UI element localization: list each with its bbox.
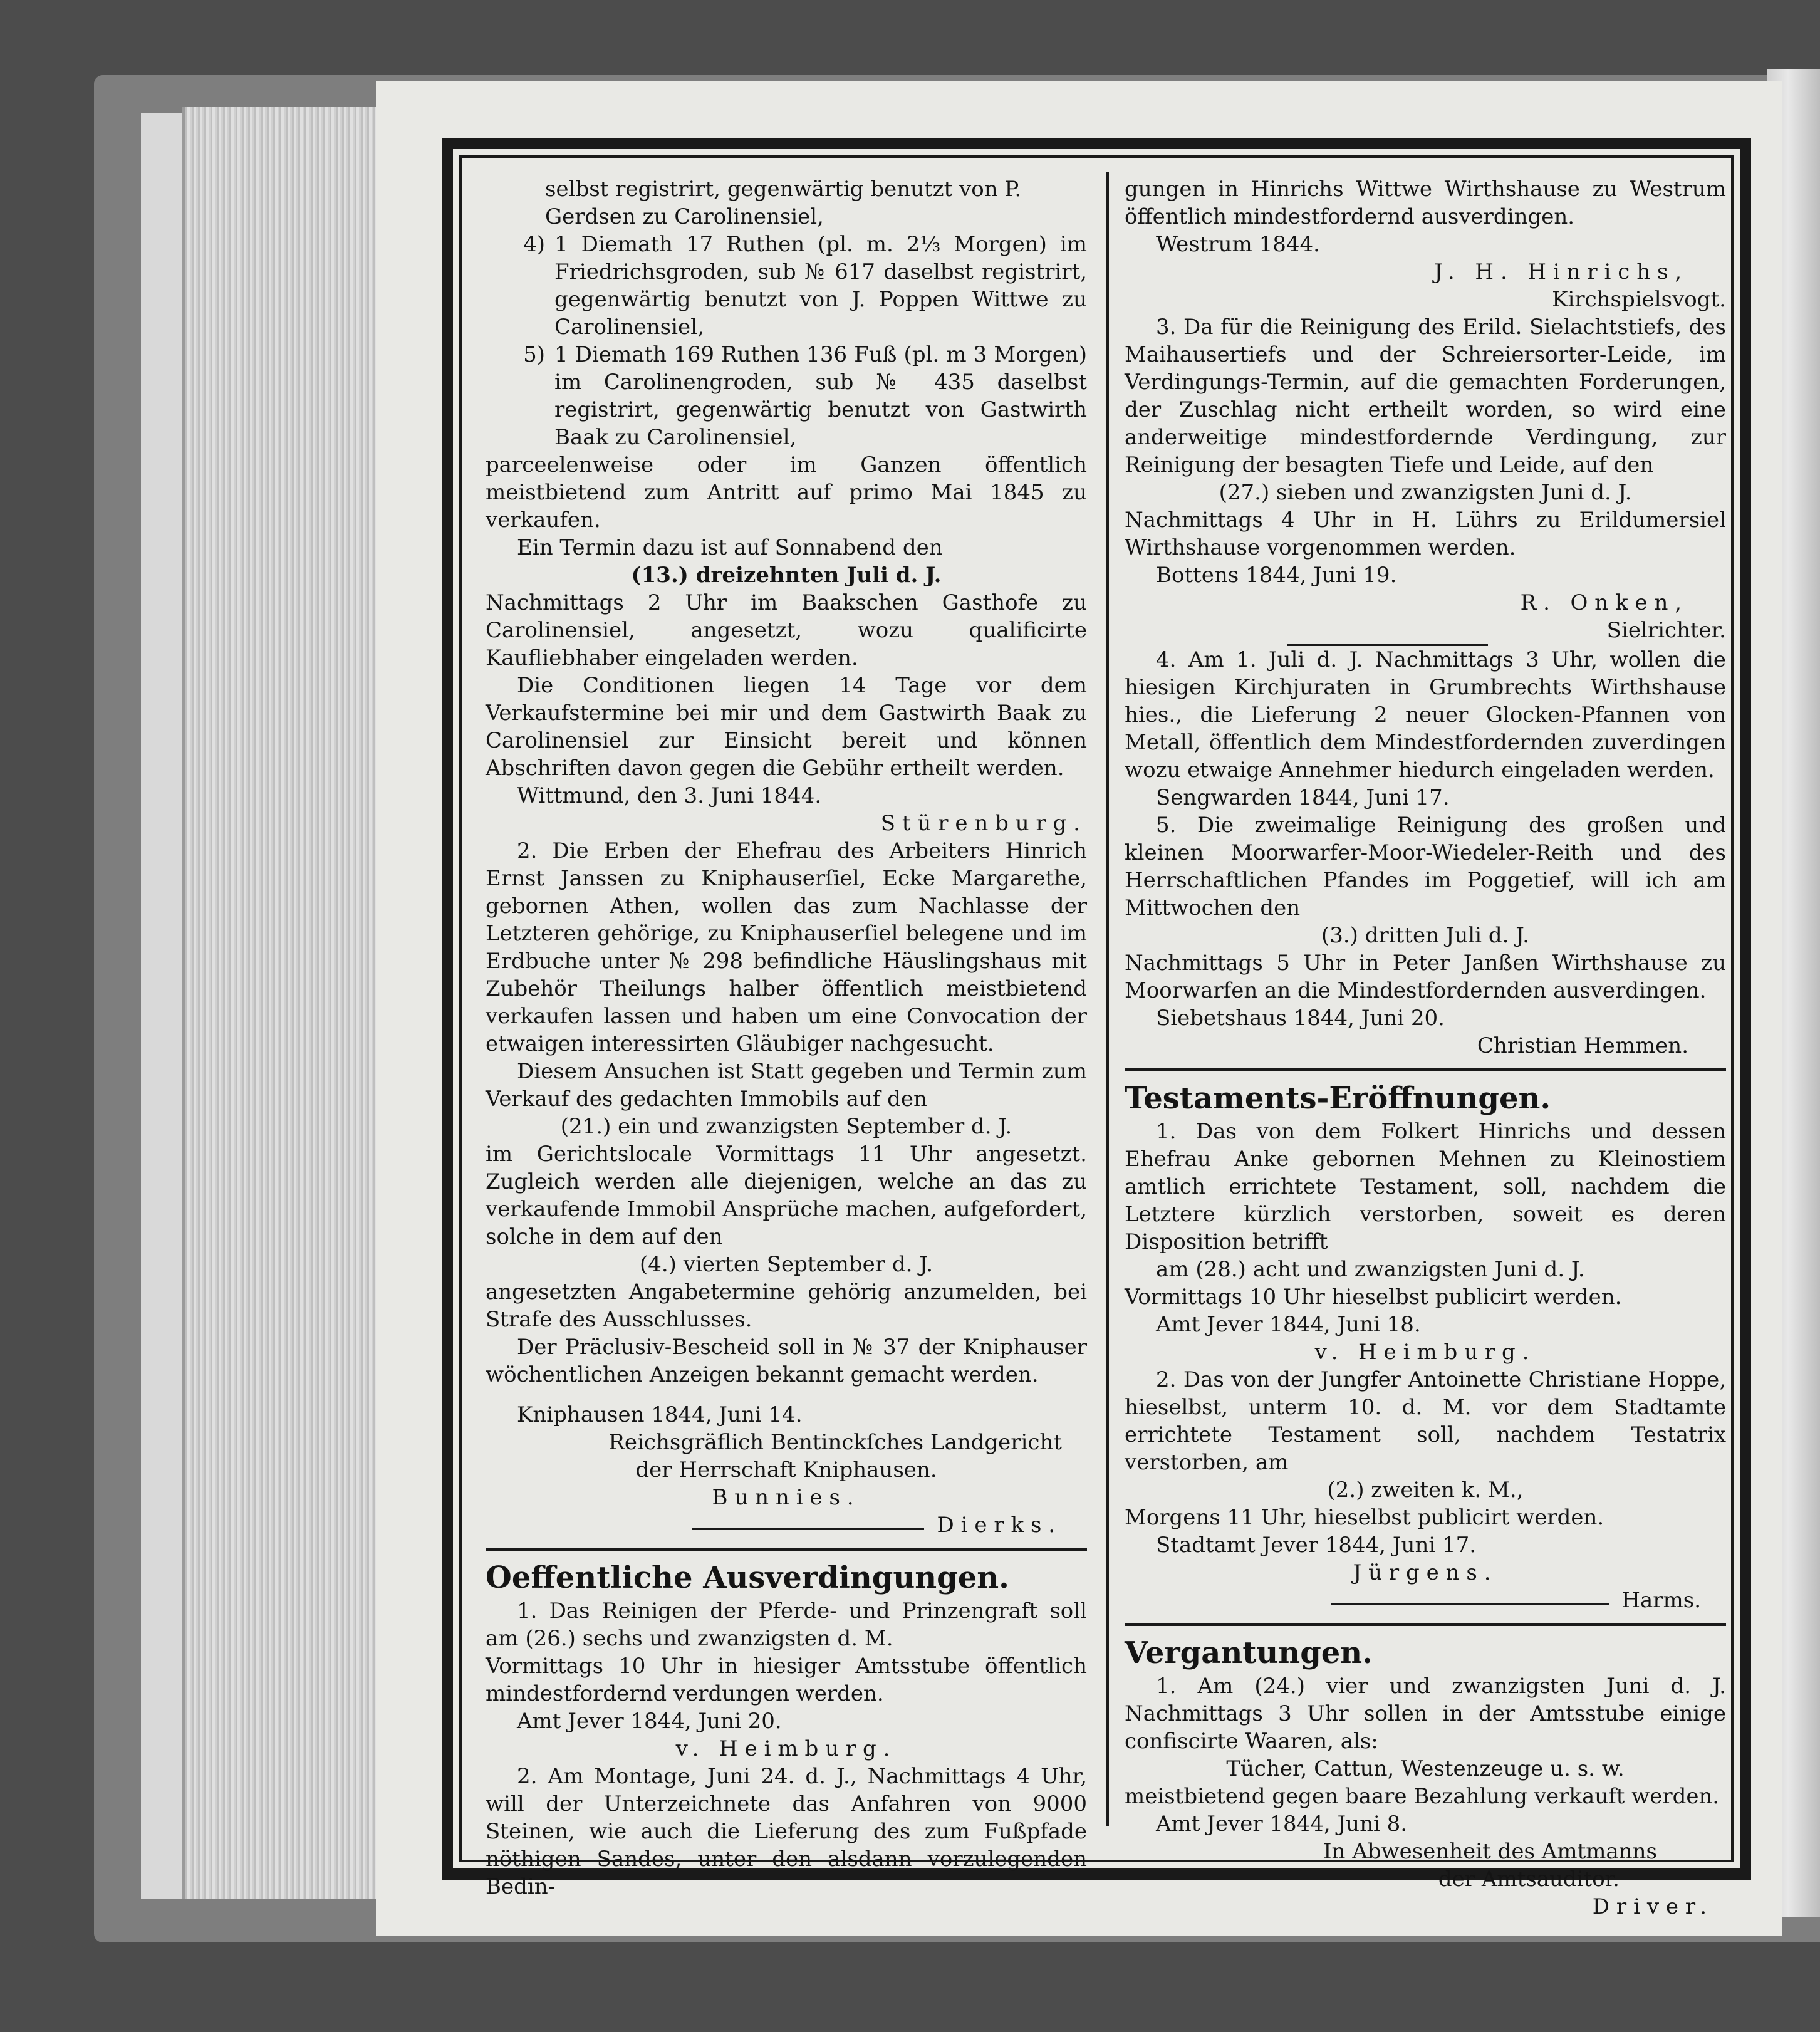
paragraph: im Gerichtslocale Vormittags 11 Uhr angesetzt. Zugleich werden alle diejenigen, welche an das zu verkaufende Immobil Ansprüche machen, aufgefordert, solche in dem auf den <box>486 1142 1087 1249</box>
section-heading: Oeffentliche Ausverdingungen. <box>486 1560 1009 1595</box>
place-date: Siebetshaus 1844, Juni 20. <box>1156 1006 1445 1031</box>
court-name: Reichsgräflich Bentinckſches Landgericht <box>608 1430 1062 1455</box>
place-date: Wittmund, den 3. Juni 1844. <box>517 783 822 808</box>
page-edge-left <box>141 113 182 1899</box>
paragraph: 1. Das Reinigen der Pferde- und Prinzengraft soll am (26.) sechs und zwanzigsten d. M. <box>486 1598 1087 1651</box>
section-rule <box>486 1548 1087 1551</box>
signature: Driver. <box>1592 1894 1713 1919</box>
place-date: Westrum 1844. <box>1156 232 1320 257</box>
paragraph: Nachmittags 5 Uhr in Peter Janßen Wirthshause zu Moorwarfen an die Mindestfordernden ausverdingen. <box>1125 951 1726 1003</box>
paragraph: Vormittags 10 Uhr hieselbst publicirt werden. <box>1125 1284 1622 1310</box>
paragraph: meistbietend gegen baare Bezahlung verkauft werden. <box>1125 1784 1720 1809</box>
signature: v. Heimburg. <box>675 1736 897 1761</box>
place-date: Amt Jever 1844, Juni 18. <box>1156 1312 1421 1337</box>
paragraph: parceelenweise oder im Ganzen öffentlich meistbietend zum Antritt auf primo Mai 1845 zu verkaufen. <box>486 452 1087 533</box>
signature-rule <box>692 1528 924 1530</box>
paragraph: Nachmittags 2 Uhr im Baakschen Gasthofe zu Carolinensiel, angesetzt, wozu qualificirte Kaufliebhaber eingeladen werden. <box>486 590 1087 670</box>
signature-title: Sielrichter. <box>1606 618 1726 643</box>
section-heading: Vergantungen. <box>1125 1635 1373 1670</box>
paragraph: Vormittags 10 Uhr in hiesiger Amtsstube öffentlich mindestfordernd verdungen werden. <box>486 1654 1087 1706</box>
signature: Jürgens. <box>1353 1560 1498 1585</box>
right-column <box>1125 175 1726 1920</box>
column-divider <box>1106 172 1109 1826</box>
signature: Christian Hemmen. <box>1477 1033 1688 1058</box>
date-line: (21.) ein und zwanzigsten September d. J. <box>560 1114 1012 1139</box>
section-rule <box>1125 1623 1726 1626</box>
paragraph: 1. Am (24.) vier und zwanzigsten Juni d. J. Nachmittags 3 Uhr sollen in der Amtsstube einige confiscirte Waaren, als: <box>1125 1674 1726 1754</box>
signature-row <box>486 1511 1087 1539</box>
paragraph: 3. Da für die Reinigung des Erild. Sielachtstiefs, des Maihausertiefs und der Schreiersorter-Leide, im Verdingungs-Termin, auf die gemachten Forderungen, der Zuschlag nicht ertheilt worden, so wird eine anderweitige mindestfordernde Verdingung, zur Reinigung der besagten Tiefe und Leide, auf den <box>1125 315 1726 477</box>
paragraph: 4. Am 1. Juli d. J. Nachmittags 3 Uhr, wollen die hiesigen Kirchjuraten in Grumbrechts Wirthshause hies., die Lieferung 2 neuer Glocken-Pfannen von Metall, öffentlich dem Mindestfordernden zuverdingen wozu etwaige Annehmer hiedurch eingeladen werden. <box>1125 647 1726 783</box>
paragraph: 2. Am Montage, Juni 24. d. J., Nachmittags 4 Uhr, will der Unterzeichnete das Anfahren von 9000 Steinen, wie auch die Lieferung des zum Fußpfade nöthigen Sandes, unter den alsdann vorzulegenden Bedin- <box>486 1764 1087 1899</box>
item-number: 5) <box>523 342 545 367</box>
date-line: am (28.) acht und zwanzigsten Juni d. J. <box>1156 1257 1585 1282</box>
paragraph: 1. Das von dem Folkert Hinrichs und dessen Ehefrau Anke gebornen Mehnen zu Kleinostiem amtlich errichtete Testament, soll, nachdem die Letztere kürzlich verstorben, soweit es deren Disposition betrifft <box>1125 1119 1726 1254</box>
newspaper-page <box>376 81 1782 1936</box>
signature: Dierks. <box>937 1513 1062 1538</box>
signature: In Abwesenheit des Amtmanns <box>1323 1839 1657 1864</box>
section-heading: Testaments-Eröffnungen. <box>1125 1081 1551 1116</box>
list-item <box>486 231 1087 341</box>
signature: J. H. Hinrichs, <box>1434 259 1688 284</box>
item-text: 1 Diemath 17 Ruthen (pl. m. 2⅓ Morgen) im Friedrichsgroden, sub № 617 daselbst registrirt, gegenwärtig benutzt von J. Poppen Wittwe zu Carolinensiel, <box>554 232 1087 340</box>
place-date: Stadtamt Jever 1844, Juni 17. <box>1156 1533 1477 1558</box>
place-date: Amt Jever 1844, Juni 20. <box>517 1709 782 1734</box>
signature-row <box>1125 1587 1726 1614</box>
signature: v. Heimburg. <box>1314 1340 1536 1365</box>
date-line: (13.) dreizehnten Juli d. J. <box>631 563 942 588</box>
date-line: (3.) dritten Juli d. J. <box>1321 923 1530 948</box>
list-item <box>486 341 1087 451</box>
goods-list: Tücher, Cattun, Westenzeuge u. s. w. <box>1226 1756 1625 1781</box>
date-line: (2.) zweiten k. M., <box>1327 1477 1524 1503</box>
paragraph: Morgens 11 Uhr, hieselbst publicirt werden. <box>1125 1505 1604 1530</box>
paragraph: Diesem Ansuchen ist Statt gegeben und Termin zum Verkauf des gedachten Immobils auf den <box>486 1059 1087 1112</box>
signature-title: Kirchspielsvogt. <box>1552 287 1726 312</box>
signature: Stürenburg. <box>880 811 1087 836</box>
paragraph: 5. Die zweimalige Reinigung des großen und kleinen Moorwarfer-Moor-Wiedeler-Reith und des Herrschaftlichen Pfandes im Poggetief, will ich am Mittwochen den <box>1125 813 1726 920</box>
place-date: Kniphausen 1844, Juni 14. <box>517 1402 803 1427</box>
item-number: 4) <box>523 232 545 257</box>
date-line: (27.) sieben und zwanzigsten Juni d. J. <box>1219 480 1632 505</box>
item-text: 1 Diemath 169 Ruthen 136 Fuß (pl. m 3 Morgen) im Carolinengroden, sub № 435 daselbst registrirt, gegenwärtig benutzt von Gastwirth Baak zu Carolinensiel, <box>554 342 1087 450</box>
paragraph: Nachmittags 4 Uhr in H. Lührs zu Erildumersiel Wirthshause vorgenommen werden. <box>1125 508 1726 560</box>
paragraph: angesetzten Angabetermine gehörig anzumelden, bei Strafe des Ausschlusses. <box>486 1279 1087 1332</box>
date-line: (4.) vierten September d. J. <box>639 1252 933 1277</box>
court-name: der Herrschaft Kniphausen. <box>635 1457 937 1482</box>
place-date: Bottens 1844, Juni 19. <box>1156 563 1397 588</box>
text-line: Gerdsen zu Carolinensiel, <box>545 204 824 229</box>
paragraph: gungen in Hinrichs Wittwe Wirthshause zu Westrum öffentlich mindestfordernd ausverdingen. <box>1125 177 1726 229</box>
signature: R. Onken, <box>1520 590 1688 615</box>
signature: der Amtsauditor. <box>1438 1867 1620 1892</box>
paragraph: Ein Termin dazu ist auf Sonnabend den <box>517 535 943 560</box>
section-rule <box>1125 1068 1726 1071</box>
text-line: selbst registrirt, gegenwärtig benutzt von P. <box>545 177 1022 202</box>
paragraph: 2. Das von der Jungfer Antoinette Christiane Hoppe, hieselbst, unterm 10. d. M. vor dem Stadtamte errichtete Testament soll, nachdem Testatrix verstorben, am <box>1125 1367 1726 1475</box>
signature: Bunnies. <box>712 1485 861 1510</box>
paragraph: Die Conditionen liegen 14 Tage vor dem Verkaufstermine bei mir und dem Gastwirth Baak zu Carolinensiel zur Einsicht bereit und können Abschriften davon gegen die Gebühr ertheilt werden. <box>486 673 1087 781</box>
signature-rule <box>1331 1603 1609 1605</box>
paragraph: 2. Die Erben der Ehefrau des Arbeiters Hinrich Ernst Janssen zu Kniphauserſiel, Ecke Margarethe, gebornen Athen, wollen das zum Nachlasse der Letzteren gehörige, zu Kniphauserſiel belegene und im Erdbuche unter № 298 befindliche Häuslingshaus mit Zubehör Theilungs halber öffentlich meistbietend verkaufen lassen und haben um eine Convocation der etwaigen interessirten Gläubiger nachgesucht. <box>486 838 1087 1056</box>
paragraph: Der Präclusiv-Bescheid soll in № 37 der Kniphauser wöchentlichen Anzeigen bekannt gemacht werden. <box>486 1335 1087 1387</box>
left-column <box>486 175 1087 1900</box>
place-date: Sengwarden 1844, Juni 17. <box>1156 785 1450 810</box>
place-date: Amt Jever 1844, Juni 8. <box>1156 1811 1408 1837</box>
signature: Harms. <box>1621 1588 1701 1613</box>
